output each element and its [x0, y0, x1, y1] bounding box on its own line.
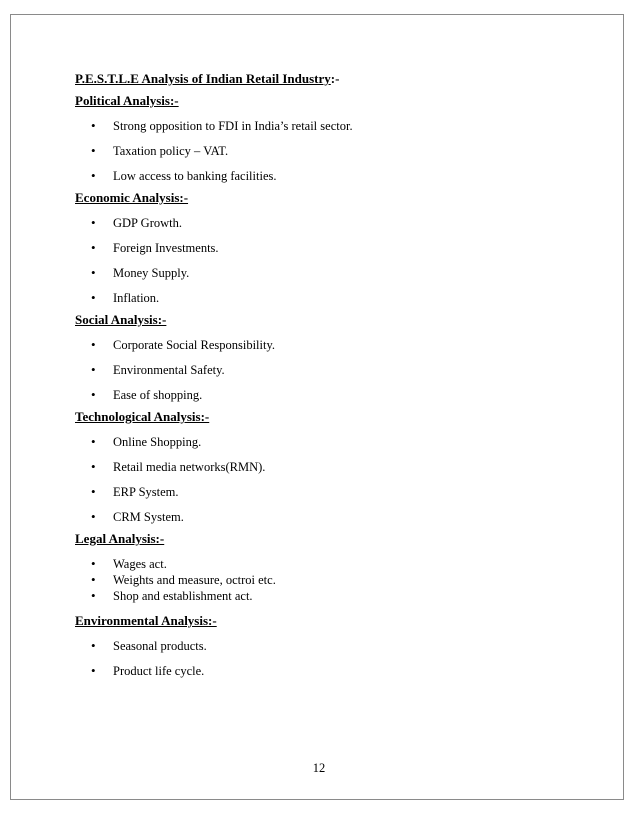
list-item: • Retail media networks(RMN). — [75, 459, 575, 475]
section-heading-environmental-suffix: :- — [208, 613, 217, 628]
list-item: • Wages act. — [75, 556, 575, 572]
list-item: • Corporate Social Responsibility. — [75, 337, 575, 353]
document-title-text: P.E.S.T.L.E Analysis of Indian Retail Industry — [75, 71, 331, 86]
list-legal — [75, 556, 575, 604]
list-item: • Weights and measure, octroi etc. — [75, 572, 575, 588]
list-item: • Ease of shopping. — [75, 387, 575, 403]
document-body — [75, 71, 575, 679]
section-heading-social: Social Analysis:- — [75, 312, 167, 327]
list-item: • Foreign Investments. — [75, 240, 575, 256]
list-economic — [75, 215, 575, 306]
document-title-suffix: :- — [330, 71, 340, 86]
list-item: • Low access to banking facilities. — [75, 168, 575, 184]
list-item: • GDP Growth. — [75, 215, 575, 231]
section-heading-political: Political Analysis:- — [75, 93, 179, 108]
list-item: • Seasonal products. — [75, 638, 575, 654]
section-heading-environmental — [75, 613, 575, 629]
list-item: • Product life cycle. — [75, 663, 575, 679]
section-heading-environmental-text: Environmental Analysis — [75, 613, 209, 628]
list-item: • Online Shopping. — [75, 434, 575, 450]
list-social — [75, 337, 575, 403]
list-item: • Taxation policy – VAT. — [75, 143, 575, 159]
list-environmental — [75, 638, 575, 679]
document-title — [75, 71, 575, 87]
list-item: • Money Supply. — [75, 265, 575, 281]
list-item: • Environmental Safety. — [75, 362, 575, 378]
list-item: • Strong opposition to FDI in India’s retail sector. — [75, 118, 575, 134]
section-heading-legal: Legal Analysis:- — [75, 531, 165, 546]
list-item: • CRM System. — [75, 509, 575, 525]
list-technological — [75, 434, 575, 525]
section-heading-technological: Technological Analysis:- — [75, 409, 210, 424]
list-political — [75, 118, 575, 184]
list-item: • Inflation. — [75, 290, 575, 306]
section-heading-economic: Economic Analysis:- — [75, 190, 189, 205]
list-item: • Shop and establishment act. — [75, 588, 575, 604]
page-number: 12 — [312, 761, 326, 775]
list-item: • ERP System. — [75, 484, 575, 500]
